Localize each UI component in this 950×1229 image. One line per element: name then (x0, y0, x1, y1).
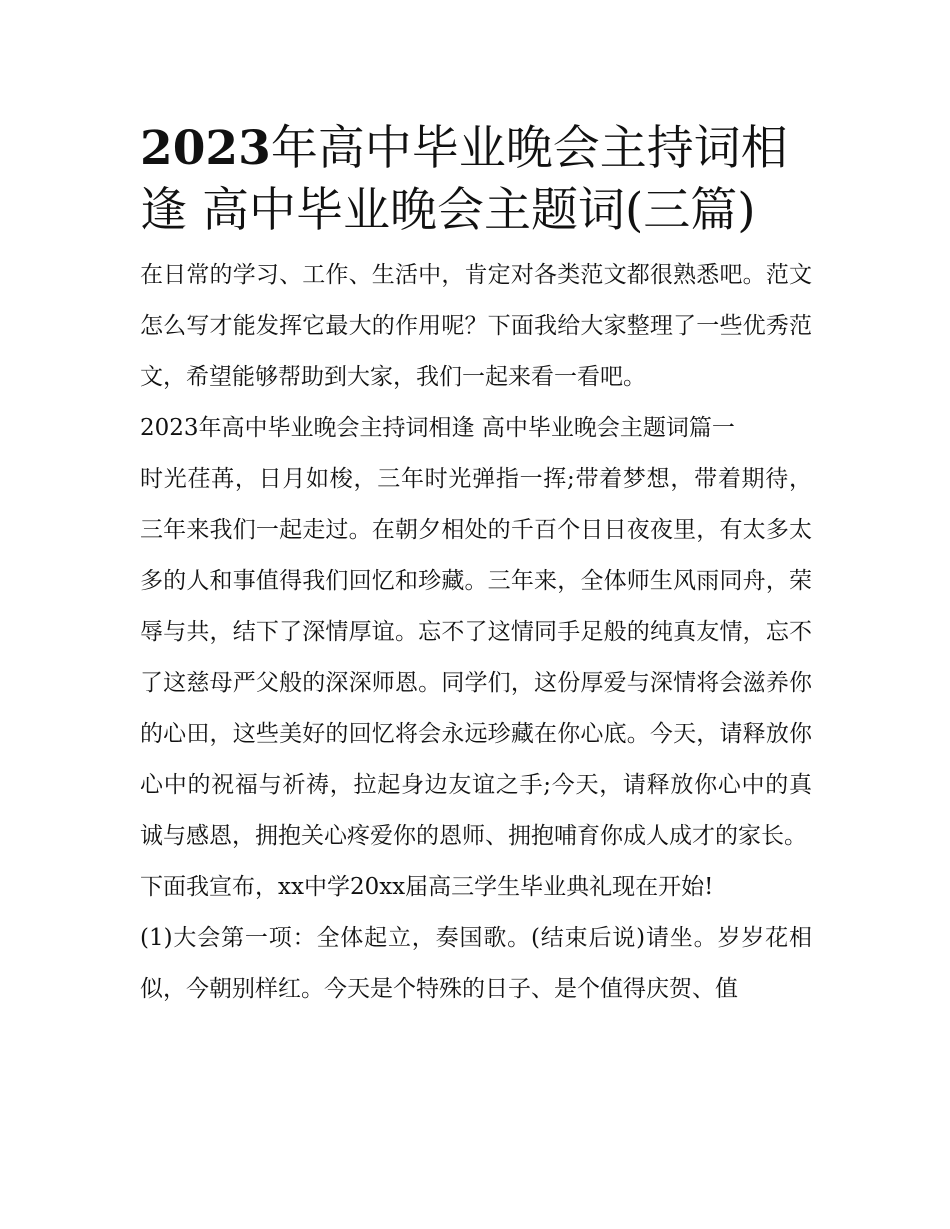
section-heading: 2023年高中毕业晚会主持词相逢 高中毕业晚会主题词篇一 (140, 415, 735, 441)
title-year: 2023 (140, 121, 271, 176)
title-text: 年高中毕业晚会主持词相逢 高中毕业晚会主题词(三篇) (140, 121, 788, 238)
announcement-paragraph: 下面我宣布，xx中学20xx届高三学生毕业典礼现在开始! (140, 874, 714, 900)
intro-paragraph: 在日常的学习、工作、生活中，肯定对各类范文都很熟悉吧。范文怎么写才能发挥它最大的作用呢？下面我给大家整理了一些优秀范文，希望能够帮助到大家，我们一起来看一看吧。 (140, 262, 812, 390)
body-paragraph: 时光荏苒，日月如梭，三年时光弹指一挥;带着梦想，带着期待，三年来我们一起走过。在朝夕相处的千百个日日夜夜里，有太多太多的人和事值得我们回忆和珍藏。三年来，全体师生风雨同舟，荣辱与共，结下了深情厚谊。忘不了这情同手足般的纯真友情，忘不了这慈母严父般的深深师恩。同学们，这份厚爱与深情将会滋养你的心田，这些美好的回忆将会永远珍藏在你心底。今天，请释放你心中的祝福与祈祷，拉起身边友谊之手;今天，请释放你心中的真诚与感恩，拥抱关心疼爱你的恩师、拥抱哺育你成人成才的家长。 (140, 466, 812, 849)
document-title (140, 118, 812, 242)
document-page (140, 118, 812, 1015)
document-body (140, 250, 812, 1015)
agenda-paragraph: (1)大会第一项：全体起立，奏国歌。(结束后说)请坐。岁岁花相似，今朝别样红。今天是个特殊的日子、是个值得庆贺、值 (140, 925, 812, 1002)
